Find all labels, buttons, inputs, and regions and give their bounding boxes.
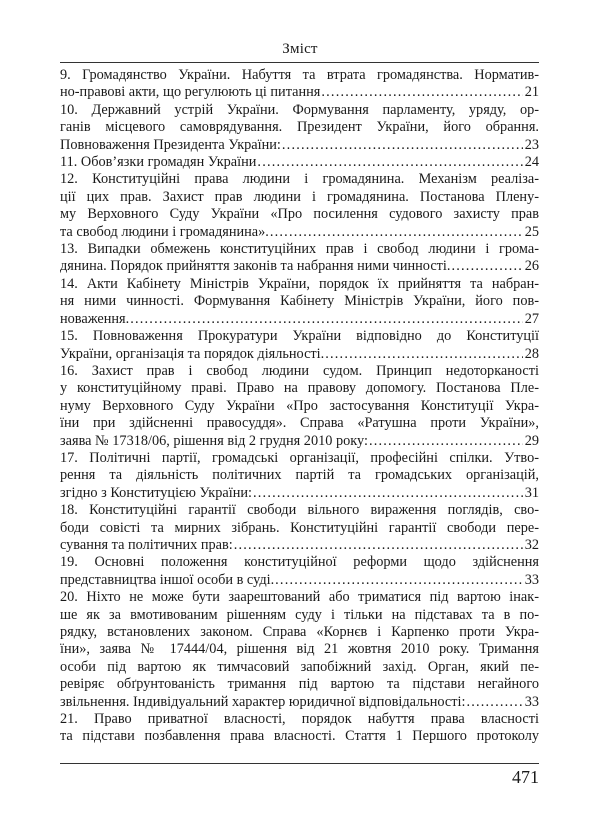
toc-page-number: 28 [524, 345, 539, 362]
toc-entry-line: 20. Ніхто не може бути заарештований або триматися під вартою інак- [60, 589, 539, 606]
toc-entry-line: ревіряє обґрунтованість тримання під вартою та підстави негайного [60, 676, 539, 693]
toc-entry-line: 9. Громадянство України. Набуття та втрата громадянства. Норматив- [60, 67, 539, 83]
toc-entry-text: дянина. Порядок прийняття законів та набрання ними чинності. [60, 258, 451, 275]
toc-entry [60, 502, 539, 554]
toc-entry-line: 15. Повноваження Прокуратури України відповідно до Конституції [60, 328, 539, 345]
toc-entry-text: звільнення. Індивідуальний характер юридичної відповідальності: [60, 693, 466, 710]
toc-entry-text: заява № 17318/06, рішення від 2 грудня 2010 року: [60, 432, 368, 449]
toc-entry [60, 711, 539, 746]
toc-entry-line: 17. Політичні партії, громадські організації, професійні спілки. Утво- [60, 449, 539, 466]
toc-entry-text: згідно з Конституцією України: [60, 484, 252, 501]
toc-entry-line: їни», заява № 17444/04, рішення від 21 жовтня 2010 року. Тримання [60, 641, 539, 658]
toc-entry-line: рядку, встановлених законом. Справа «Корнєв і Карпенко проти Укра- [60, 624, 539, 640]
toc-page-number: 23 [524, 136, 539, 153]
toc-entry-line: та підстави позбавлення права власності. Стаття 1 Першого протоколу [60, 728, 539, 745]
toc-entry-line: ганів місцевого самоврядування. Президент України, його обрання. [60, 119, 539, 136]
toc-entry-line: 19. Основні положення конституційної реформи щодо здійснення [60, 554, 539, 571]
toc-entry-line: ня ними чинності. Формування Кабінету Міністрів України, його пов- [60, 293, 539, 310]
toc-entry-text: новаження. [60, 310, 130, 327]
dot-leader [275, 572, 523, 589]
toc-entry-text: сування та політичних прав: [60, 536, 233, 553]
toc-entry-last-line [60, 84, 539, 101]
toc-entry-last-line [60, 311, 539, 328]
toc-entry-line: їни при здійсненні правосуддя». Справа «Ратушна проти України», [60, 415, 539, 432]
page-number: 471 [512, 767, 539, 787]
dot-leader [130, 311, 523, 328]
toc-entry-line: 16. Захист прав і свобод людини судом. Принцип недоторканості [60, 362, 539, 379]
toc-page-number: 33 [524, 693, 539, 710]
toc-entry-line: 10. Державний устрій України. Формування парламенту, уряду, ор- [60, 101, 539, 118]
dot-leader [234, 537, 523, 554]
toc-entry [60, 154, 539, 171]
toc-entry [60, 450, 539, 502]
toc-entry [60, 171, 539, 241]
toc-entry [60, 589, 539, 711]
dot-leader [270, 224, 523, 241]
dot-leader [282, 137, 523, 154]
toc-entry [60, 102, 539, 154]
toc-entry-text: представництва іншої особи в суді. [60, 571, 275, 588]
toc-entry-line: 13. Випадки обмежень конституційних прав і свобод людини і грома- [60, 241, 539, 258]
toc-entry-last-line [60, 694, 539, 711]
toc-page-number: 21 [524, 84, 539, 101]
toc-entry-last-line [60, 346, 539, 363]
toc-page-number: 32 [524, 536, 539, 553]
toc-entry [60, 67, 539, 102]
dot-leader [257, 154, 522, 171]
toc-entry-last-line [60, 154, 539, 171]
toc-entry-last-line [60, 137, 539, 154]
toc-entry [60, 276, 539, 328]
toc-entry-last-line [60, 485, 539, 502]
toc-entry-last-line [60, 537, 539, 554]
toc-entry-line: особи під вартою як тимчасовий запобіжний захід. Орган, який пе- [60, 658, 539, 675]
toc-entry-text: України, організація та порядок діяльності. [60, 345, 325, 362]
toc-entry-line: у конституційному праві. Право на правову допомогу. Постанова Пле- [60, 380, 539, 397]
toc-entry-line: нуму Верховного Суду України «Про застосування Конституції Укра- [60, 397, 539, 414]
toc-page-number: 29 [524, 432, 539, 449]
toc-entry [60, 554, 539, 589]
toc-entry-text: Повноваження Президента України: [60, 136, 281, 153]
dot-leader [451, 258, 522, 275]
toc-page-number: 31 [524, 484, 539, 501]
footer-rule [60, 763, 539, 764]
toc-entry-line: боди совісті та мирних зібрань. Конституційні гарантії свободи пере- [60, 519, 539, 536]
toc-page-number: 33 [524, 571, 539, 588]
toc-entry-line: ції цих прав. Захист прав людини і громадянина. Постанова Плену- [60, 188, 539, 205]
dot-leader [466, 694, 522, 711]
toc-page-number: 25 [524, 223, 539, 240]
toc-entry [60, 241, 539, 276]
toc-entry-line: му Верховного Суду України «Про посилення судового захисту прав [60, 206, 539, 223]
toc-entry-last-line [60, 224, 539, 241]
toc-entry-last-line [60, 572, 539, 589]
toc-page-number: 26 [524, 258, 539, 275]
toc-entry-text: та свобод людини і громадянина». [60, 223, 269, 240]
toc-entry [60, 363, 539, 450]
toc-entry-line: 18. Конституційні гарантії свободи вільного вираження поглядів, сво- [60, 502, 539, 519]
running-header: Зміст [282, 41, 318, 57]
toc-entry-last-line [60, 258, 539, 275]
toc-entry-line: 21. Право приватної власності, порядок набуття права власності [60, 711, 539, 728]
toc-entry-last-line [60, 433, 539, 450]
toc-entry-text: 11. Обов’язки громадян України [60, 154, 257, 171]
toc-entry-text: но-правові акти, що регулюють ці питання [60, 84, 321, 101]
toc-entry [60, 328, 539, 363]
toc-entry-line: ше як за вмотивованим рішенням суду і тільки на підставах та в по- [60, 606, 539, 623]
toc-page-number: 24 [524, 154, 539, 171]
header-rule [60, 62, 539, 63]
toc-page-number: 27 [524, 310, 539, 327]
dot-leader [253, 485, 523, 502]
toc-entry-line: 14. Акти Кабінету Міністрів України, порядок їх прийняття та набран- [60, 275, 539, 292]
table-of-contents [60, 67, 539, 746]
dot-leader [369, 433, 523, 450]
dot-leader [321, 84, 522, 101]
dot-leader [325, 346, 522, 363]
toc-entry-line: рення та діяльність політичних партій та громадських організацій, [60, 467, 539, 484]
toc-entry-line: 12. Конституційні права людини і громадянина. Механізм реаліза- [60, 171, 539, 188]
